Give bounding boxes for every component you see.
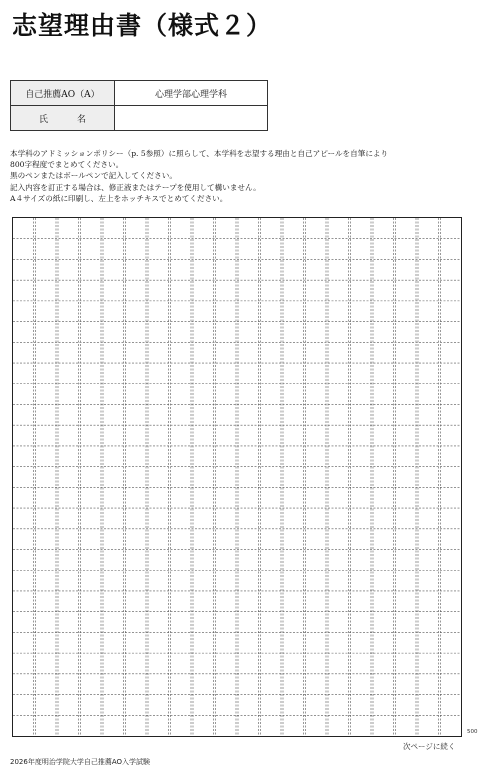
name-label: 氏 名 <box>11 106 115 131</box>
character-count-label: 500 <box>467 729 478 735</box>
instructions <box>10 148 480 204</box>
instruction-line: 本学科のアドミッションポリシー（p. 5参照）に照らして、本学科を志望する理由と自己アピールを自筆により <box>10 149 389 158</box>
instruction-line: A４サイズの紙に印刷し、左上をホッチキスでとめてください。 <box>10 193 228 203</box>
footer-text: 2026年度明治学院大学自己推薦AO入学試験 <box>10 758 150 766</box>
admission-type-value: 心理学部心理学科 <box>115 81 268 106</box>
page-title: 志望理由書（様式２） <box>12 11 273 40</box>
instruction-line: 黒のペンまたはボールペンで記入してください。 <box>10 171 177 181</box>
name-field[interactable] <box>115 106 268 131</box>
instruction-line: 記入内容を訂正する場合は、修正液またはテープを使用して構いません。 <box>10 182 261 192</box>
manuscript-grid[interactable] <box>12 217 462 737</box>
name-row <box>11 106 268 131</box>
continued-next-page: 次ページに続く <box>403 742 456 751</box>
manuscript-grid-lines <box>13 218 461 736</box>
instruction-line: 800字程度でまとめてください。 <box>10 160 124 170</box>
admission-type-label: 自己推薦AO（A） <box>11 81 115 106</box>
admission-row <box>11 81 268 106</box>
applicant-info-table <box>10 80 268 131</box>
